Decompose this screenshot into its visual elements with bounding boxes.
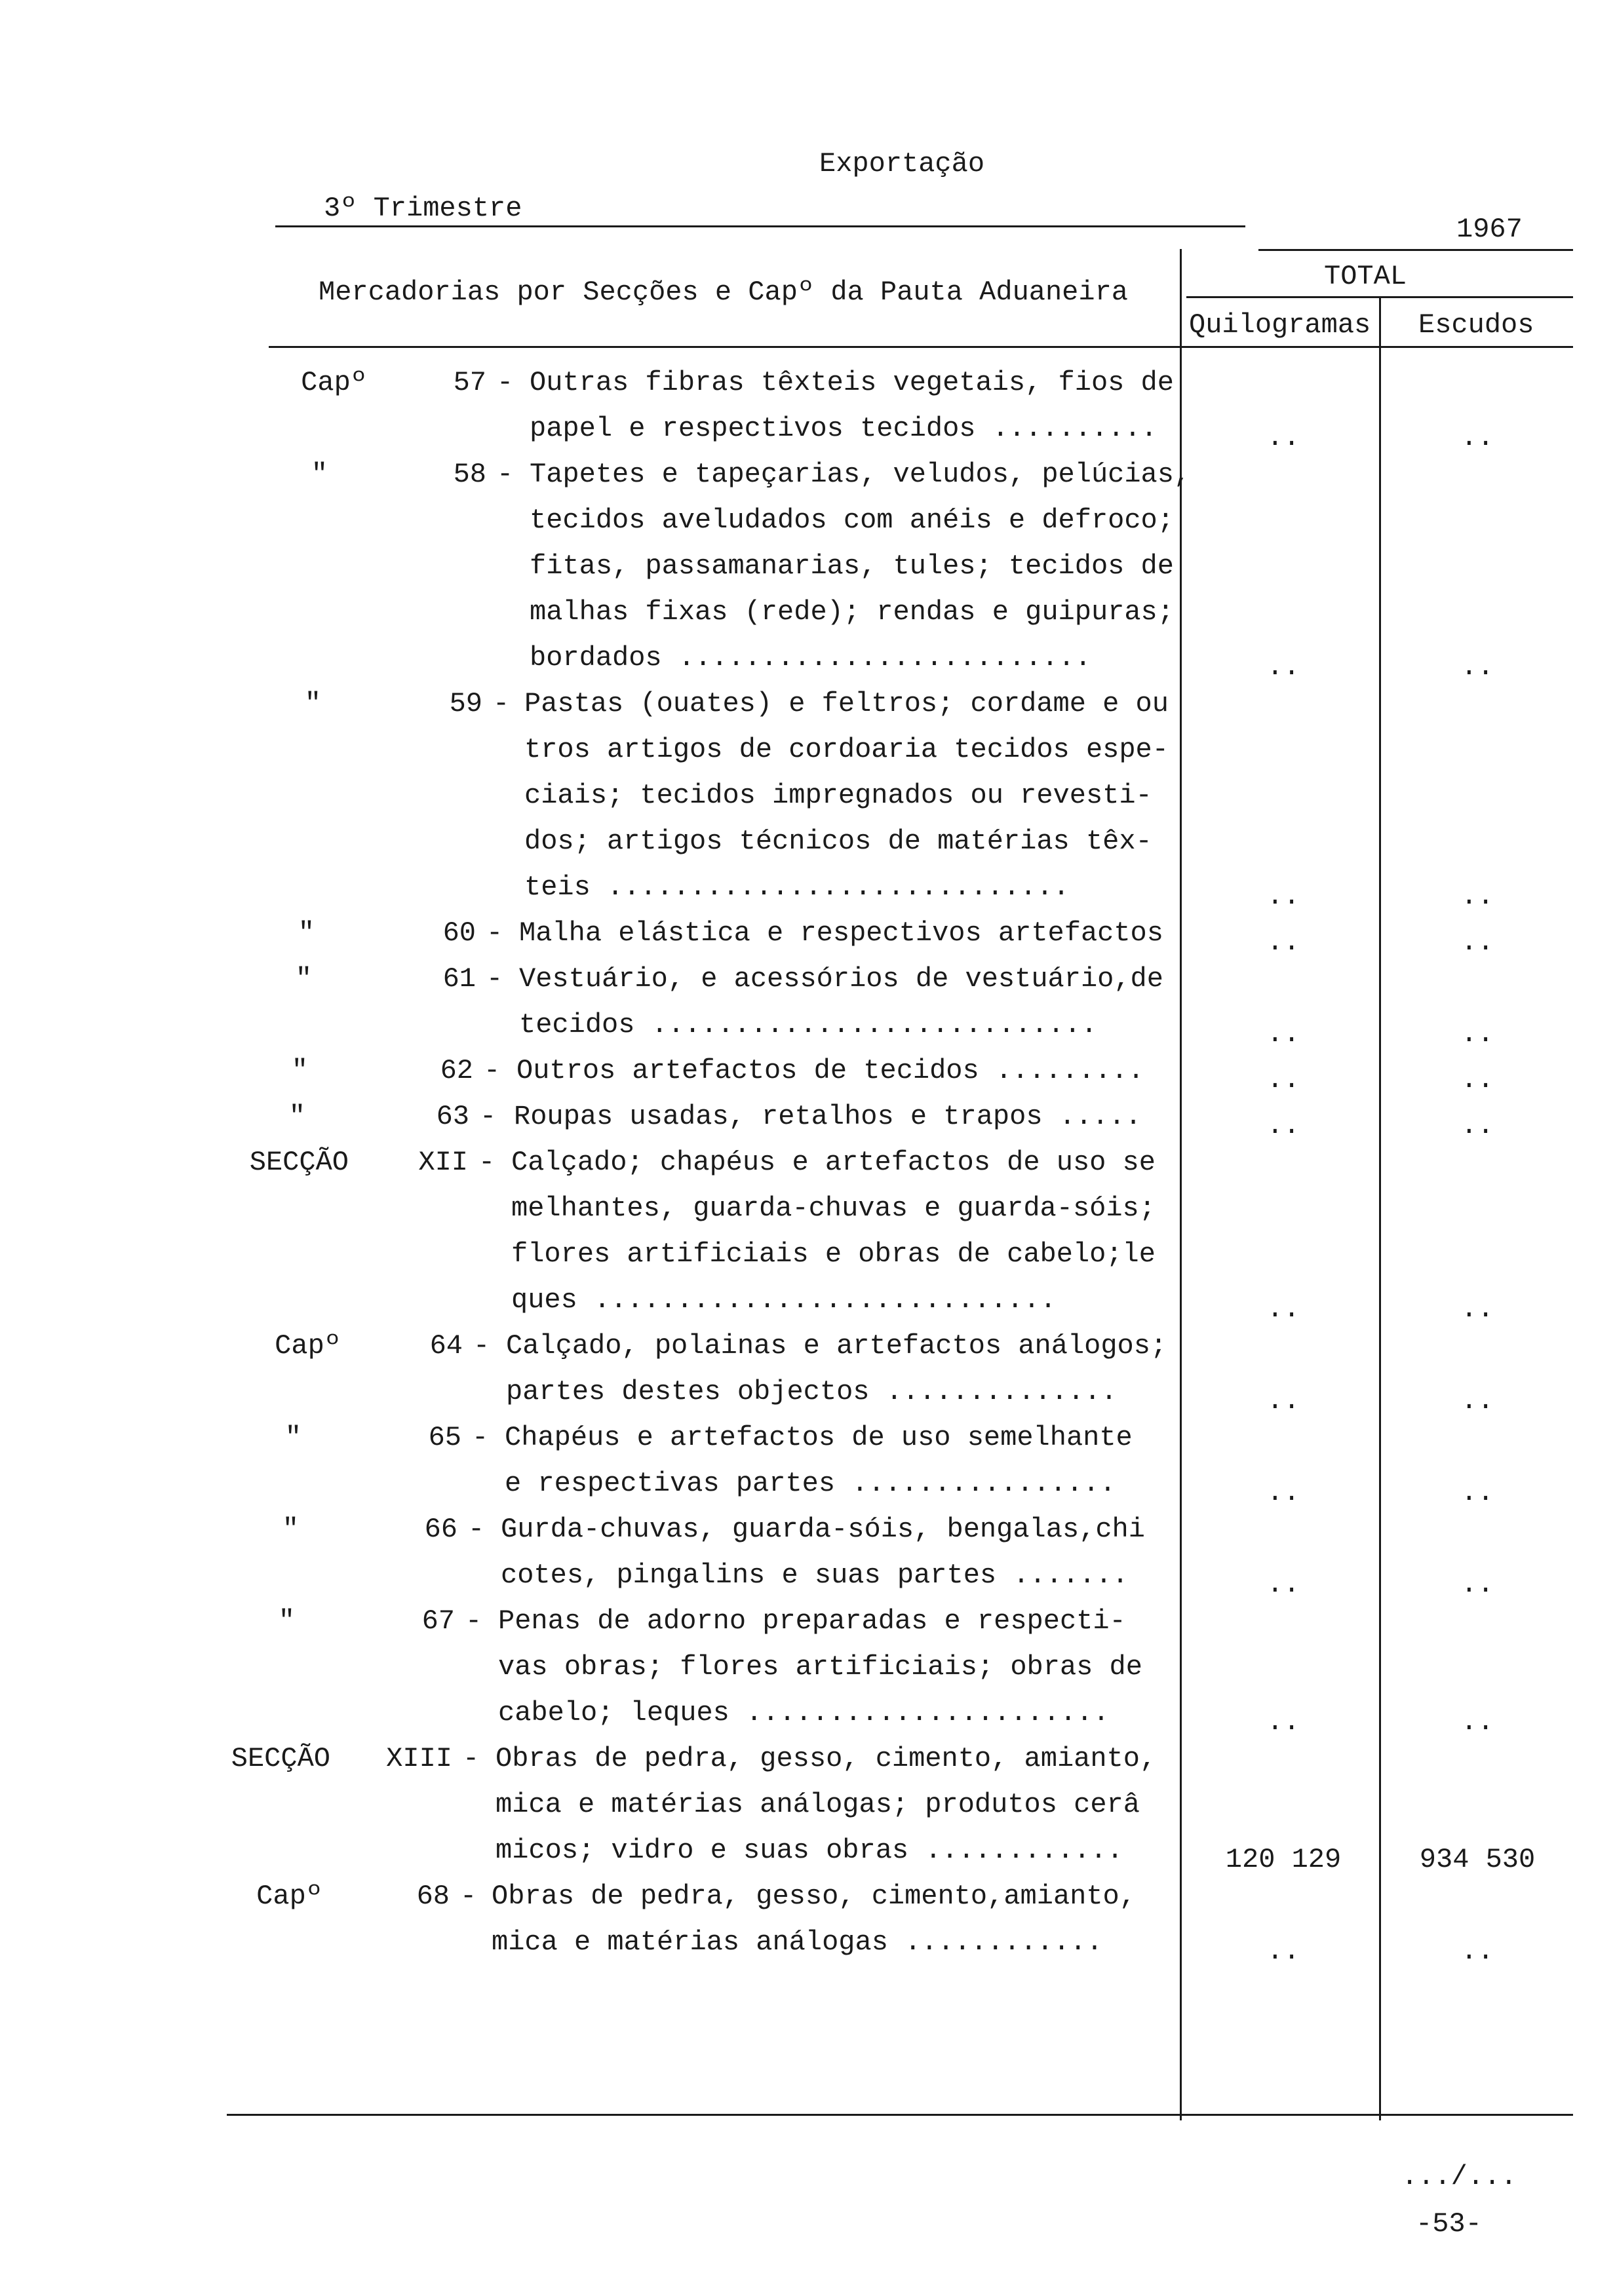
row-description-line: Tapetes e tapeçarias, veludos, pelúcias, — [530, 459, 1191, 490]
row-dash: - — [497, 367, 514, 398]
row-section-label: " — [282, 1514, 299, 1545]
row-dash: - — [486, 917, 503, 949]
row-escudos-value: .. — [1460, 1936, 1494, 1967]
row-section-label: Capº — [275, 1330, 341, 1362]
row-section-label: SECÇÃO — [249, 1147, 349, 1178]
row-escudos-value: .. — [1460, 1293, 1494, 1325]
row-dash: - — [486, 963, 503, 995]
row-description-line: Vestuário, e acessórios de vestuário,de — [519, 963, 1163, 995]
row-description-line: Outras fibras têxteis vegetais, fios de — [530, 367, 1174, 398]
row-dash: - — [473, 1330, 490, 1362]
row-kg-value: 120 129 — [1225, 1844, 1342, 1875]
row-section-label: " — [291, 1055, 308, 1086]
row-chapter-number: 66 — [424, 1514, 457, 1545]
quarter-label: 3º Trimestre — [324, 193, 522, 224]
row-kg-value: .. — [1266, 1477, 1300, 1508]
row-chapter-number: 62 — [440, 1055, 473, 1086]
row-description-line: Outros artefactos de tecidos ......... — [516, 1055, 1144, 1086]
column-header-total: TOTAL — [1324, 261, 1407, 292]
row-escudos-value: .. — [1460, 651, 1494, 683]
row-escudos-value: .. — [1460, 1110, 1494, 1141]
row-kg-value: .. — [1266, 1936, 1300, 1967]
row-escudos-value: .. — [1460, 881, 1494, 912]
row-description-line: mica e matérias análogas; produtos cerâ — [496, 1789, 1140, 1820]
row-section-label: " — [298, 917, 315, 949]
row-section-label: " — [295, 963, 312, 995]
row-description-line: Penas de adorno preparadas e respecti- — [498, 1605, 1126, 1637]
row-kg-value: .. — [1266, 881, 1300, 912]
row-kg-value: .. — [1266, 651, 1300, 683]
row-kg-value: .. — [1266, 1018, 1300, 1050]
row-escudos-value: .. — [1460, 422, 1494, 453]
column-header-escudos: Escudos — [1418, 309, 1534, 341]
row-dash: - — [463, 1743, 480, 1774]
row-dash: - — [472, 1422, 489, 1453]
row-dash: - — [465, 1605, 482, 1637]
row-description-line: flores artificiais e obras de cabelo;le — [511, 1238, 1156, 1270]
row-escudos-value: .. — [1460, 1018, 1494, 1050]
row-chapter-number: 59 — [449, 688, 482, 719]
row-description-line: e respectivas partes ................ — [505, 1468, 1116, 1499]
row-description-line: ciais; tecidos impregnados ou revesti- — [524, 780, 1152, 811]
row-description-line: melhantes, guarda-chuvas e guarda-sóis; — [511, 1193, 1156, 1224]
row-description-line: Calçado, polainas e artefactos análogos; — [506, 1330, 1167, 1362]
row-description-line: cotes, pingalins e suas partes ....... — [501, 1559, 1129, 1591]
row-description-line: Malha elástica e respectivos artefactos — [519, 917, 1163, 949]
row-chapter-number: XIII — [386, 1743, 452, 1774]
row-section-label: " — [278, 1605, 295, 1637]
row-description-line: tecidos aveludados com anéis e defroco; — [530, 505, 1174, 536]
row-dash: - — [468, 1514, 485, 1545]
row-kg-value: .. — [1266, 1569, 1300, 1600]
row-chapter-number: 61 — [442, 963, 476, 995]
row-description-line: Obras de pedra, gesso, cimento, amianto, — [496, 1743, 1157, 1774]
divider-goods-kg — [1180, 249, 1182, 2120]
row-kg-value: .. — [1266, 1706, 1300, 1738]
top-rule-left — [275, 225, 1245, 227]
row-dash: - — [480, 1101, 497, 1132]
row-description-line: Chapéus e artefactos de uso semelhante — [505, 1422, 1133, 1453]
row-dash: - — [478, 1147, 496, 1178]
row-description-line: mica e matérias análogas ............ — [492, 1926, 1103, 1958]
row-description-line: Calçado; chapéus e artefactos de uso se — [511, 1147, 1156, 1178]
page-title: Exportação — [819, 148, 985, 180]
row-escudos-value: .. — [1460, 1569, 1494, 1600]
column-header-kg: Quilogramas — [1189, 309, 1371, 341]
row-description-line: tros artigos de cordoaria tecidos espe- — [524, 734, 1169, 765]
row-kg-value: .. — [1266, 927, 1300, 958]
row-kg-value: .. — [1266, 1064, 1300, 1096]
row-description-line: Pastas (ouates) e feltros; cordame e ou — [524, 688, 1169, 719]
row-dash: - — [460, 1881, 477, 1912]
row-chapter-number: 68 — [416, 1881, 450, 1912]
top-rule-right — [1258, 249, 1573, 251]
row-section-label: " — [284, 1422, 302, 1453]
row-chapter-number: 64 — [429, 1330, 463, 1362]
row-dash: - — [497, 459, 514, 490]
row-description-line: dos; artigos técnicos de matérias têx- — [524, 826, 1152, 857]
column-header-goods: Mercadorias por Secções e Capº da Pauta Aduaneira — [319, 277, 1129, 308]
row-chapter-number: 57 — [453, 367, 486, 398]
header-bottom-rule — [269, 346, 1573, 348]
table-bottom-rule — [227, 2114, 1573, 2116]
row-kg-value: .. — [1266, 1385, 1300, 1417]
row-section-label: Capº — [256, 1881, 322, 1912]
row-description-line: ques ............................ — [511, 1284, 1057, 1316]
row-section-label: " — [288, 1101, 305, 1132]
row-description-line: cabelo; leques ...................... — [498, 1697, 1110, 1729]
row-description-line: tecidos ........................... — [519, 1009, 1098, 1041]
row-kg-value: .. — [1266, 1110, 1300, 1141]
row-description-line: malhas fixas (rede); rendas e guipuras; — [530, 596, 1174, 628]
row-description-line: fitas, passamanarias, tules; tecidos de — [530, 550, 1174, 582]
row-dash: - — [493, 688, 510, 719]
row-chapter-number: 65 — [428, 1422, 461, 1453]
row-description-line: vas obras; flores artificiais; obras de — [498, 1651, 1142, 1683]
year-label: 1967 — [1456, 214, 1523, 245]
row-section-label: SECÇÃO — [231, 1743, 330, 1774]
row-chapter-number: 63 — [436, 1101, 469, 1132]
row-section-label: Capº — [301, 367, 367, 398]
row-description-line: micos; vidro e suas obras ............ — [496, 1835, 1123, 1866]
row-description-line: papel e respectivos tecidos .......... — [530, 413, 1158, 444]
row-escudos-value: 934 530 — [1419, 1844, 1536, 1875]
row-kg-value: .. — [1266, 1293, 1300, 1325]
row-chapter-number: 67 — [421, 1605, 455, 1637]
row-description-line: bordados ......................... — [530, 642, 1091, 674]
row-escudos-value: .. — [1460, 1706, 1494, 1738]
row-chapter-number: XII — [418, 1147, 468, 1178]
row-description-line: Obras de pedra, gesso, cimento,amianto, — [492, 1881, 1136, 1912]
page-number: -53- — [1416, 2208, 1482, 2240]
row-escudos-value: .. — [1460, 1477, 1494, 1508]
row-dash: - — [484, 1055, 501, 1086]
row-escudos-value: .. — [1460, 1064, 1494, 1096]
row-kg-value: .. — [1266, 422, 1300, 453]
row-escudos-value: .. — [1460, 927, 1494, 958]
row-description-line: partes destes objectos .............. — [506, 1376, 1118, 1407]
row-description-line: Roupas usadas, retalhos e trapos ..... — [514, 1101, 1142, 1132]
row-chapter-number: 60 — [442, 917, 476, 949]
row-escudos-value: .. — [1460, 1385, 1494, 1417]
continuation-mark: .../... — [1401, 2161, 1517, 2192]
row-section-label: " — [311, 459, 328, 490]
row-section-label: " — [304, 688, 321, 719]
row-chapter-number: 58 — [453, 459, 486, 490]
row-description-line: Gurda-chuvas, guarda-sóis, bengalas,chi — [501, 1514, 1145, 1545]
row-description-line: teis ............................ — [524, 871, 1070, 903]
